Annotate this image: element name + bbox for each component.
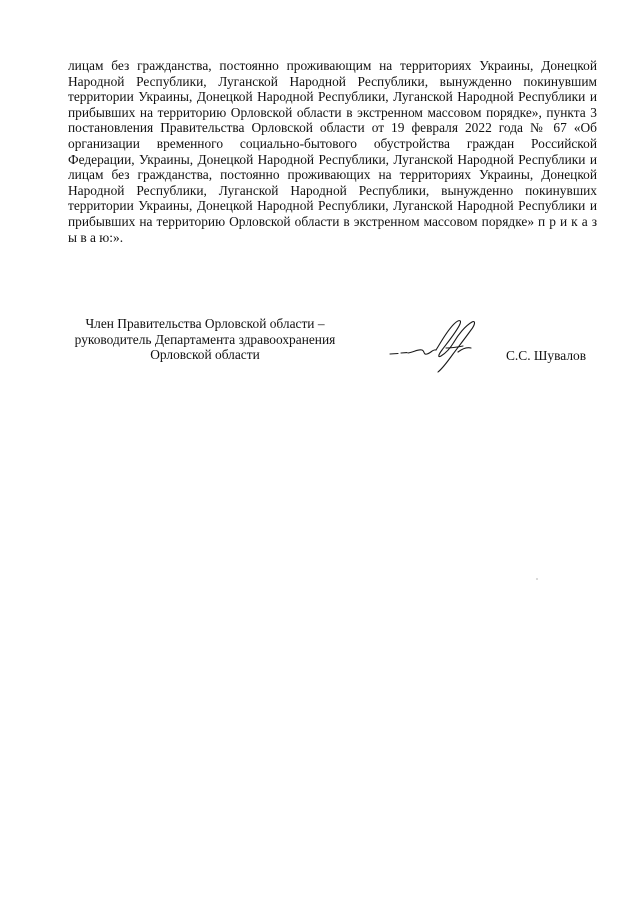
body-paragraph: лицам без гражданства, постоянно проживающим на территориях Украины, Донецкой Народной Республики, Луганской Народной Республики, вынужденно покинувшим территории Украины, Донецкой Народной Республики, Луганской Народной Республики и прибывших на территорию Орловской области в экстренном массовом порядке», пункта 3 постановления Правительства Орловской области от 19 февраля 2022 года № 67 «Об организации временного социально-бытового обустройства граждан Российской Федерации, Украины, Донецкой Народной Республики, Луганской Народной Республики и лицам без гражданства, постоянно проживающих на территориях Украины, Донецкой Народной Республики, Луганской Народной Республики, вынужденно покинувших территории Украины, Донецкой Народной Республики, Луганской Народной Республики и прибывших на территорию Орловской области в экстренном массовом порядке» п р и к а з ы в а ю:». [68,58,597,245]
signatory-position-line-1: Член Правительства Орловской области – [85,316,325,331]
signatory-position-line-3: Орловской области [150,347,260,363]
signatory-position [60,316,350,363]
handwritten-signature [388,316,488,374]
signatory-name: С.С. Шувалов [506,348,587,363]
scan-speck [536,578,538,580]
signatory-position-line-2: руководитель Департамента здравоохранения [74,331,336,347]
